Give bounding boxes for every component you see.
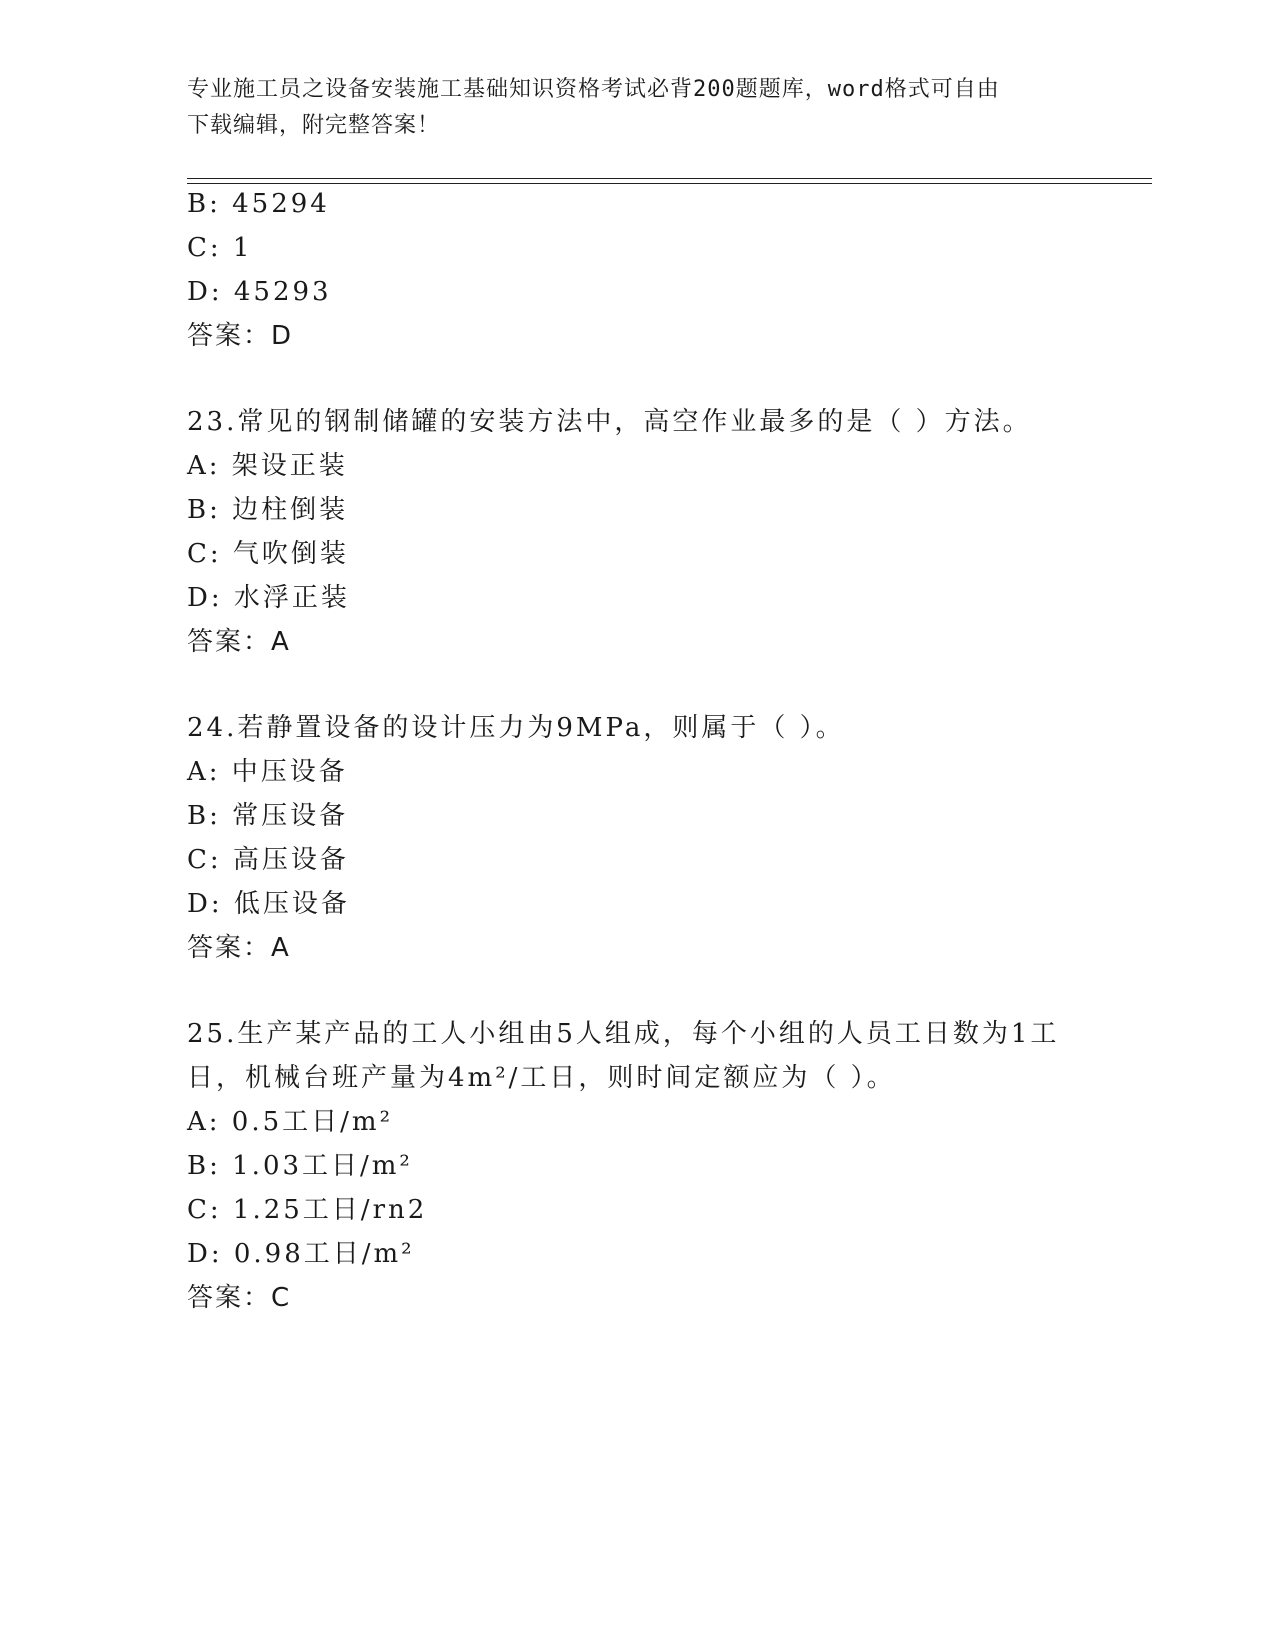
- question-23-option-b: B: 边柱倒装: [187, 495, 349, 525]
- question-24-answer: 答案：A: [187, 933, 291, 963]
- prev-option-b: B: 45294: [187, 189, 330, 219]
- header-divider-bottom: [187, 183, 1152, 184]
- question-25-stem-line-1: 25.生产某产品的工人小组由5人组成，每个小组的人员工日数为1工: [187, 1019, 1060, 1049]
- header-line-1: 专业施工员之设备安装施工基础知识资格考试必背200题题库，word格式可自由: [187, 77, 1000, 102]
- question-25-answer: 答案：C: [187, 1283, 292, 1313]
- question-25-option-b: B: 1.03工日/m²: [187, 1151, 413, 1181]
- question-24-option-c: C: 高压设备: [187, 845, 349, 875]
- prev-answer: 答案：D: [187, 321, 294, 351]
- header-line-2: 下载编辑，附完整答案！: [187, 113, 441, 138]
- question-24-option-a: A: 中压设备: [187, 757, 348, 787]
- question-23-option-c: C: 气吹倒装: [187, 539, 349, 569]
- question-23-option-d: D: 水浮正装: [187, 583, 350, 613]
- question-24-stem: 24.若静置设备的设计压力为9MPa，则属于（ ）。: [187, 713, 845, 743]
- question-23-stem: 23.常见的钢制储罐的安装方法中，高空作业最多的是（ ）方法。: [187, 407, 1032, 437]
- prev-option-d: D: 45293: [187, 277, 332, 307]
- question-24-option-b: B: 常压设备: [187, 801, 349, 831]
- question-25-stem-line-2: 日，机械台班产量为4m²/工日，则时间定额应为（ ）。: [187, 1063, 896, 1093]
- prev-option-c: C: 1: [187, 233, 253, 263]
- question-23-option-a: A: 架设正装: [187, 451, 348, 481]
- header-divider-top: [187, 178, 1152, 179]
- document-header: [187, 72, 1087, 144]
- question-23-answer: 答案：A: [187, 627, 291, 657]
- question-25-option-a: A: 0.5工日/m²: [187, 1107, 393, 1137]
- question-25-option-d: D: 0.98工日/m²: [187, 1239, 415, 1269]
- question-24-option-d: D: 低压设备: [187, 889, 350, 919]
- question-25-option-c: C: 1.25工日/rn2: [187, 1195, 428, 1225]
